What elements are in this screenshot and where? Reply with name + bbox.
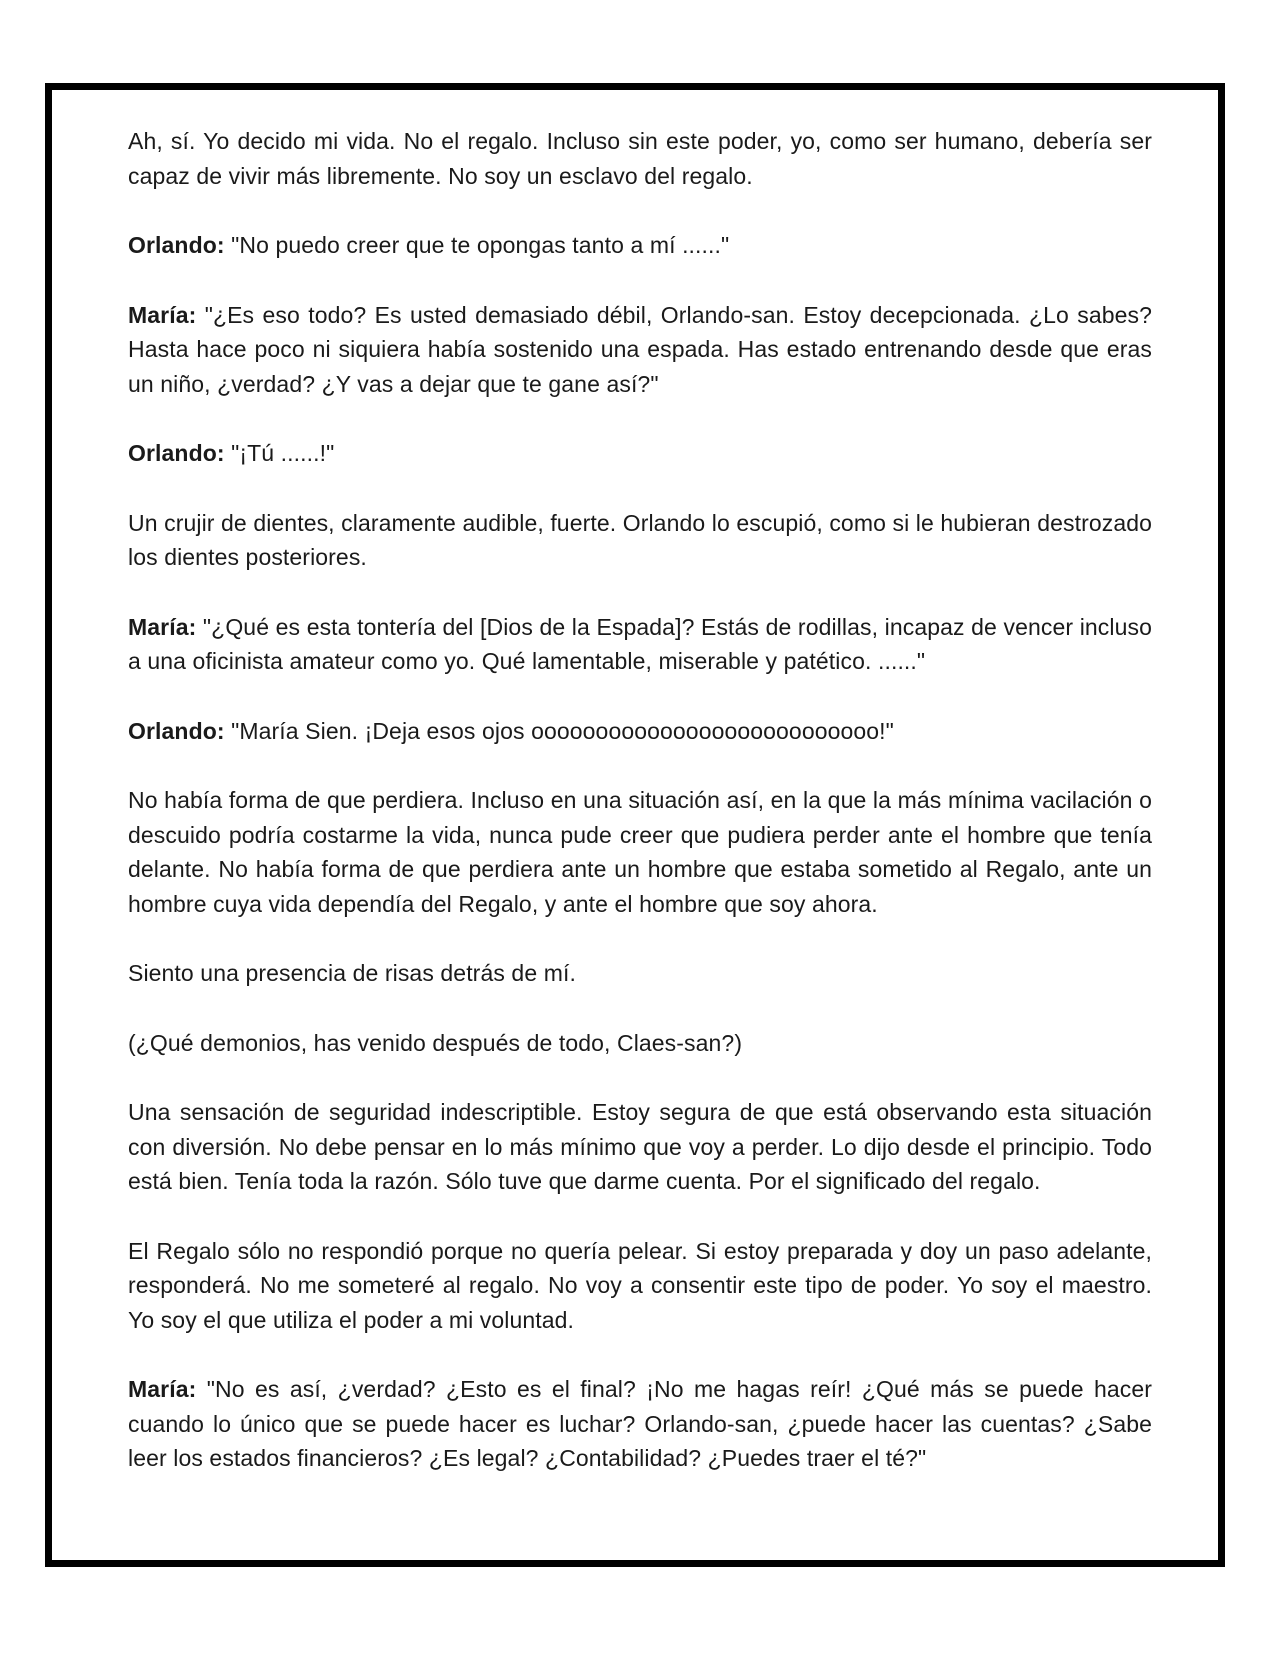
paragraph [128, 1234, 1152, 1338]
paragraph [128, 714, 1152, 749]
paragraph-text: El Regalo sólo no respondió porque no quería pelear. Si estoy preparada y doy un paso adelante, responderá. No me someteré al regalo. No voy a consentir este tipo de poder. Yo soy el maestro. Yo soy el que utiliza el poder a mi voluntad. [128, 1237, 1152, 1333]
paragraph-text: "María Sien. ¡Deja esos ojos ooooooooooooooooooooooooooo!" [224, 717, 894, 744]
paragraph-text: Un crujir de dientes, claramente audible, fuerte. Orlando lo escupió, como si le hubieran destrozado los dientes posteriores. [128, 509, 1152, 570]
speaker-label: Orlando: [128, 717, 225, 744]
paragraph-text: "¿Es eso todo? Es usted demasiado débil, Orlando-san. Estoy decepcionada. ¿Lo sabes? Hasta hace poco ni siquiera había sostenido una espada. Has estado entrenando desde que eras un niño, ¿verdad? ¿Y vas a dejar que te gane así?" [128, 301, 1152, 397]
speaker-label: María: [128, 301, 197, 328]
paragraph [128, 298, 1152, 402]
paragraph-text: "¡Tú ......!" [224, 440, 335, 466]
speaker-label: María: [128, 613, 197, 640]
speaker-label: Orlando: [128, 232, 225, 258]
paragraph-text: Ah, sí. Yo decido mi vida. No el regalo. Incluso sin este poder, yo, como ser humano, debería ser capaz de vivir más libremente. No soy un esclavo del regalo. [128, 128, 1152, 189]
document-body [128, 124, 1152, 1476]
paragraph-text: Una sensación de seguridad indescriptible. Estoy segura de que está observando esta situación con diversión. No debe pensar en lo más mínimo que voy a perder. Lo dijo desde el principio. Todo está bien. Tenía toda la razón. Sólo tuve que darme cuenta. Por el significado del regalo. [128, 1099, 1152, 1194]
speaker-label: María: [128, 1376, 197, 1402]
paragraph-text: "No puedo creer que te opongas tanto a mí ......" [224, 232, 730, 258]
speaker-label: Orlando: [128, 440, 225, 466]
paragraph-text: "No es así, ¿verdad? ¿Esto es el final? ¡No me hagas reír! ¿Qué más se puede hacer cuando lo único que se puede hacer es luchar? Orlando-san, ¿puede hacer las cuentas? ¿Sabe leer los estados financieros? ¿Es legal? ¿Contabilidad? ¿Puedes traer el té?" [128, 1376, 1152, 1471]
paragraph [128, 506, 1152, 575]
paragraph-text: No había forma de que perdiera. Incluso en una situación así, en la que la más mínima vacilación o descuido podría costarme la vida, nunca pude creer que pudiera perder ante el hombre que tenía delante. No había forma de que perdiera ante un hombre que estaba sometido al Regalo, ante un hombre cuya vida dependía del Regalo, y ante el hombre que soy ahora. [128, 787, 1152, 917]
paragraph [128, 956, 1152, 991]
paragraph-text: "¿Qué es esta tontería del [Dios de la Espada]? Estás de rodillas, incapaz de vencer incluso a una oficinista amateur como yo. Qué lamentable, miserable y patético. ......" [128, 613, 1152, 674]
paragraph [128, 436, 1152, 471]
paragraph [128, 1095, 1152, 1199]
paragraph-text: Siento una presencia de risas detrás de mí. [128, 960, 576, 986]
paragraph [128, 228, 1152, 263]
paragraph [128, 783, 1152, 921]
paragraph [128, 124, 1152, 193]
paragraph [128, 610, 1152, 679]
paragraph-text: (¿Qué demonios, has venido después de todo, Claes-san?) [128, 1029, 743, 1056]
paragraph [128, 1372, 1152, 1476]
paragraph [128, 1026, 1152, 1061]
